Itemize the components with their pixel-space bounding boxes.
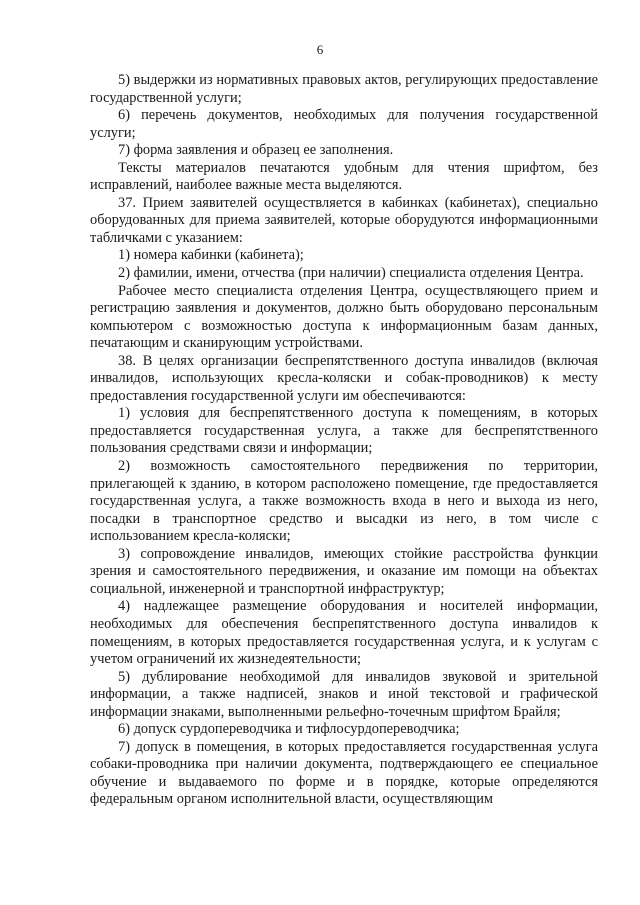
paragraph: 1) номера кабинки (кабинета);: [118, 247, 304, 264]
paragraph: Рабочее место специалиста отделения Центра, осуществляющего прием и регистрацию заявления и документов, должно быть оборудовано персональным компьютером с возможностью доступа к информационным базам данных, печатающим и сканирующим устройствами.: [90, 282, 598, 352]
paragraph: 37. Прием заявителей осуществляется в кабинках (кабинетах), специально оборудованных для приема заявителей, которые оборудуются информационными табличками с указанием:: [90, 194, 598, 246]
paragraph: Тексты материалов печатаются удобным для чтения шрифтом, без исправлений, наиболее важные места выделяются.: [90, 159, 598, 194]
paragraph: 3) сопровождение инвалидов, имеющих стойкие расстройства функции зрения и самостоятельного передвижения, и оказание им помощи на объектах социальной, инженерной и транспортной инфраструктур;: [90, 545, 598, 597]
paragraph: 2) возможность самостоятельного передвижения по территории, прилегающей к зданию, в котором расположено помещение, где предоставляется государственная услуга, а также возможность входа в него и выхода из него, посадки в транспортное средство и высадки из него, в том числе с использованием кресла-коляски;: [90, 458, 598, 545]
paragraph: 5) дублирование необходимой для инвалидов звуковой и зрительной информации, а также надписей, знаков и иной текстовой и графической информации знаками, выполненными рельефно-точечным шрифтом Брайля;: [90, 668, 598, 720]
page-number: 6: [316, 42, 324, 57]
paragraph: 2) фамилии, имени, отчества (при наличии) специалиста отделения Центра.: [118, 265, 584, 282]
paragraph: 6) допуск сурдопереводчика и тифлосурдопереводчика;: [118, 721, 460, 738]
paragraph: 1) условия для беспрепятственного доступа к помещениям, в которых предоставляется государственная услуга, а также для беспрепятственного пользования средствами связи и информации;: [90, 405, 598, 457]
paragraph: 4) надлежащее размещение оборудования и носителей информации, необходимых для обеспечения беспрепятственного доступа инвалидов к помещениям, в которых предоставляется государственная услуга, и к услугам с учетом ограничений их жизнедеятельности;: [90, 598, 598, 668]
paragraph: 5) выдержки из нормативных правовых актов, регулирующих предоставление государственной услуги;: [90, 72, 598, 106]
document-body: [90, 72, 598, 809]
paragraph: 6) перечень документов, необходимых для получения государственной услуги;: [90, 107, 598, 141]
paragraph: 38. В целях организации беспрепятственного доступа инвалидов (включая инвалидов, использующих кресла-коляски и собак-проводников) к месту предоставления государственной услуги им обеспечиваются:: [90, 352, 598, 404]
paragraph: 7) форма заявления и образец ее заполнения.: [118, 142, 394, 159]
paragraph: 7) допуск в помещения, в которых предоставляется государственная услуга собаки-проводника при наличии документа, подтверждающего ее специальное обучение и выдаваемого по форме и в порядке, которые определяются федеральным органом исполнительной власти, осуществляющим: [90, 738, 598, 808]
